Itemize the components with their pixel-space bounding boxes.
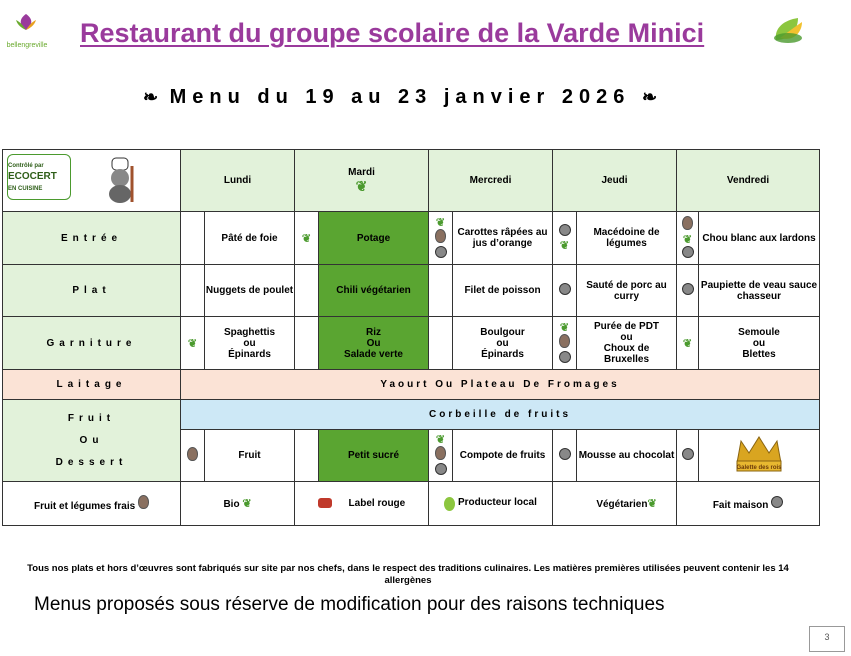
row-label-garniture: Garniture bbox=[3, 317, 181, 370]
row-label-entree: Entrée bbox=[3, 212, 181, 265]
leaf-icon: ❦ bbox=[301, 232, 312, 245]
galette-crown-icon bbox=[733, 433, 785, 475]
legend-fait-maison: Fait maison bbox=[677, 482, 820, 526]
entree-jeudi: Macédoine de légumes bbox=[577, 212, 677, 265]
leaf-icon: ❦ bbox=[559, 240, 570, 252]
row-label-plat: Plat bbox=[3, 265, 181, 317]
leaf-icon: ❦ bbox=[435, 434, 446, 446]
menu-range-text: Menu du 19 au 23 janvier 2026 bbox=[169, 86, 631, 108]
dessert-mardi: Petit sucré bbox=[319, 430, 429, 482]
homemade-icon bbox=[435, 246, 447, 258]
page-number: 3 bbox=[809, 626, 845, 652]
homemade-icon bbox=[682, 448, 694, 460]
day-header-lundi: Lundi bbox=[181, 150, 295, 212]
legend-fresh: Fruit et légumes frais bbox=[3, 482, 181, 526]
plat-jeudi: Sauté de porc au curry bbox=[577, 265, 677, 317]
legend-row bbox=[3, 482, 820, 526]
garniture-jeudi: Purée de PDT ou Choux de Bruxelles bbox=[577, 317, 677, 370]
days-header-row bbox=[3, 150, 820, 212]
laitage-row bbox=[3, 370, 820, 400]
plat-vendredi: Paupiette de veau sauce chasseur bbox=[699, 265, 820, 317]
plat-mercredi: Filet de poisson bbox=[453, 265, 553, 317]
homemade-icon bbox=[771, 496, 783, 508]
laitage-content: Yaourt Ou Plateau De Fromages bbox=[181, 370, 820, 400]
day-header-jeudi: Jeudi bbox=[553, 150, 677, 212]
homemade-icon bbox=[559, 283, 571, 295]
ecocert-cell bbox=[3, 150, 181, 212]
entree-mercredi: Carottes râpées au jus d’orange bbox=[453, 212, 553, 265]
entree-row bbox=[3, 212, 820, 265]
homemade-icon bbox=[435, 463, 447, 475]
ecocert-badge: Contrôlé par ECOCERT EN CUISINE bbox=[7, 154, 71, 200]
fruit-content: Corbeille de fruits bbox=[181, 400, 820, 430]
menu-date-range bbox=[100, 86, 700, 109]
leaf-icon: ❦ bbox=[682, 337, 693, 350]
fresh-produce-icon bbox=[559, 334, 570, 348]
page-title: Restaurant du groupe scolaire de la Varde Minici bbox=[80, 18, 705, 48]
day-header-vendredi: Vendredi bbox=[677, 150, 820, 212]
fresh-produce-icon bbox=[682, 216, 693, 230]
flourish-right-icon: ❧ bbox=[641, 87, 658, 107]
plat-row bbox=[3, 265, 820, 317]
plat-mardi: Chili végétarien bbox=[319, 265, 429, 317]
dessert-vendredi bbox=[699, 430, 820, 482]
fruit-row bbox=[3, 400, 820, 430]
allergen-footnote: Tous nos plats et hors d’œuvres sont fabriqués sur site par nos chefs, dans le respect des traditions culinaires. Les matières premières utilisées peuvent contenir les 14 allergènes bbox=[27, 563, 789, 586]
entree-vendredi: Chou blanc aux lardons bbox=[699, 212, 820, 265]
fresh-produce-icon bbox=[435, 229, 446, 243]
label-rouge-icon bbox=[318, 498, 332, 508]
flourish-left-icon: ❧ bbox=[142, 87, 159, 107]
entree-mardi: Potage bbox=[319, 212, 429, 265]
vegetarian-leaf-icon: ❦ bbox=[355, 177, 368, 194]
row-label-fruit-dessert: Fruit Ou Dessert bbox=[3, 400, 181, 482]
disclaimer-text: Menus proposés sous réserve de modification pour des raisons techniques bbox=[34, 594, 665, 615]
green-leaf-logo bbox=[768, 14, 808, 48]
logo-left-text: bellengreville bbox=[6, 42, 48, 49]
homemade-icon bbox=[682, 246, 694, 258]
vegetarian-leaf-icon: ❦ bbox=[647, 498, 657, 510]
homemade-icon bbox=[559, 448, 571, 460]
leaf-icon: ❦ bbox=[559, 321, 570, 334]
dessert-mercredi: Compote de fruits bbox=[453, 430, 553, 482]
homemade-icon bbox=[559, 224, 571, 236]
leaf-icon: ❦ bbox=[187, 337, 198, 350]
garniture-mercredi: Boulgour ou Épinards bbox=[453, 317, 553, 370]
legend-bio: Bio ❦ bbox=[181, 482, 295, 526]
homemade-icon bbox=[682, 283, 694, 295]
garniture-mardi: Riz Ou Salade verte bbox=[319, 317, 429, 370]
svg-text:Galette des rois: Galette des rois bbox=[736, 465, 782, 471]
homemade-icon bbox=[559, 351, 571, 363]
fresh-produce-icon bbox=[138, 495, 149, 509]
menu-table bbox=[2, 149, 820, 526]
bio-leaf-icon: ❦ bbox=[242, 498, 252, 510]
fresh-produce-icon bbox=[435, 446, 446, 460]
plat-lundi: Nuggets de poulet bbox=[205, 265, 295, 317]
chef-mascot-icon bbox=[104, 156, 138, 207]
dessert-jeudi: Mousse au chocolat bbox=[577, 430, 677, 482]
day-header-mercredi: Mercredi bbox=[429, 150, 553, 212]
garniture-vendredi: Semoule ou Blettes bbox=[699, 317, 820, 370]
bellengreville-logo bbox=[6, 10, 48, 50]
fresh-produce-icon bbox=[187, 447, 198, 461]
leaf-icon: ❦ bbox=[435, 216, 446, 229]
dessert-lundi: Fruit bbox=[205, 430, 295, 482]
entree-lundi: Pâté de foie bbox=[205, 212, 295, 265]
legend-vegetarien: Végétarien❦ bbox=[553, 482, 677, 526]
leaf-icon: ❦ bbox=[682, 233, 693, 246]
garniture-lundi: Spaghettis ou Épinards bbox=[205, 317, 295, 370]
row-label-laitage: Laitage bbox=[3, 370, 181, 400]
legend-producteur: Producteur local bbox=[429, 482, 553, 526]
legend-label-rouge: Label rouge bbox=[295, 482, 429, 526]
garniture-row bbox=[3, 317, 820, 370]
day-header-mardi: Mardi ❦ bbox=[295, 150, 429, 212]
producteur-icon bbox=[444, 497, 455, 511]
